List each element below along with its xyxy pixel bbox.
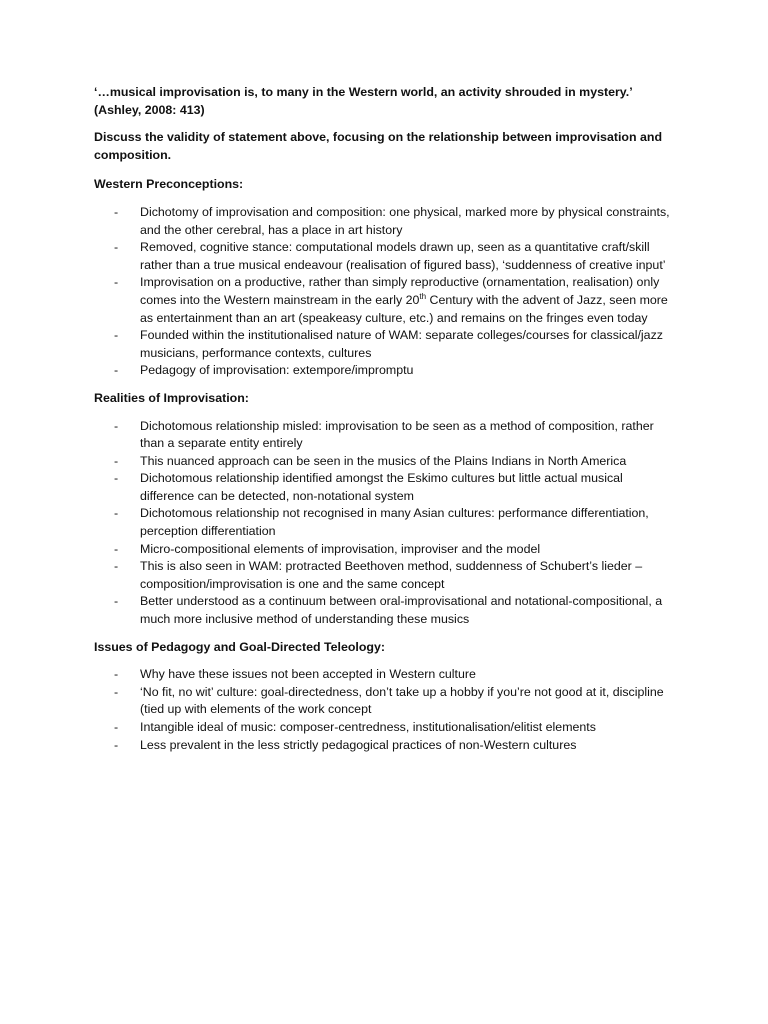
section-heading: Realities of Improvisation:: [94, 390, 249, 405]
bullet-dash: -: [114, 328, 119, 343]
bullet-dash: -: [114, 453, 119, 468]
bullet-dash: -: [114, 418, 119, 433]
list-item: [94, 737, 679, 755]
list-item-text: Improvisation on a productive, rather than simply reproductive (ornamentation, realisation) only comes into the Western mainstream in the early 20: [140, 275, 660, 307]
bullet-dash: -: [114, 471, 119, 486]
list-item: [94, 362, 679, 380]
section-heading: Issues of Pedagogy and Goal-Directed Teleology:: [94, 639, 386, 654]
bullet-dash: -: [114, 559, 119, 574]
bullet-dash: -: [114, 240, 119, 255]
list-item: [94, 274, 679, 327]
list-item-text: Less prevalent in the less strictly pedagogical practices of non-Western cultures: [140, 737, 577, 752]
list-item: [94, 204, 679, 239]
document-page: [94, 84, 679, 764]
bullet-dash: -: [114, 506, 119, 521]
list-item: [94, 666, 679, 684]
quote-citation: (Ashley, 2008: 413): [94, 102, 205, 117]
list-item-text: Removed, cognitive stance: computational models drawn up, seen as a quantitative craft/skill rather than a true musical endeavour (realisation of figured bass), ‘suddenness of creative input’: [140, 240, 666, 272]
list-item-text: Dichotomous relationship not recognised in many Asian cultures: performance differentiation, perception differentiation: [140, 506, 649, 539]
list-item: [94, 541, 679, 559]
list-item-text: Founded within the institutionalised nature of WAM: separate colleges/courses for classical/jazz musicians, performance contexts, cultures: [140, 328, 663, 360]
list-item-text: Pedagogy of improvisation: extempore/impromptu: [140, 363, 414, 378]
bullet-dash: -: [114, 541, 119, 556]
list-item: [94, 505, 679, 540]
bullet-dash: -: [114, 594, 119, 609]
list-item-text: Century with the advent of Jazz, seen more as entertainment than an art (speakeasy culture, etc.) and remains on the fringes even today: [140, 292, 668, 325]
bullet-list: [94, 418, 679, 629]
ordinal-superscript: th: [419, 291, 427, 301]
bullet-dash: -: [114, 684, 119, 699]
bullet-list: [94, 666, 679, 754]
list-item-text: Dichotomy of improvisation and composition: one physical, marked more by physical constraints, and the other cerebral, has a place in art history: [140, 204, 670, 237]
section-heading: Western Preconceptions:: [94, 177, 244, 192]
bullet-list: [94, 204, 679, 380]
essay-prompt: Discuss the validity of statement above, focusing on the relationship between improvisation and composition.: [94, 130, 663, 162]
list-item-text: ‘No fit, no wit’ culture: goal-directedness, don’t take up a hobby if you’re not good at it, discipline (tied up with elements of the work concept: [140, 684, 664, 717]
bullet-dash: -: [114, 667, 119, 682]
quote-text: ‘…musical improvisation is, to many in the Western world, an activity shrouded in mystery.’: [94, 85, 633, 99]
list-item: [94, 239, 679, 274]
list-item: [94, 558, 679, 593]
list-item-text: Intangible ideal of music: composer-centredness, institutionalisation/elitist elements: [140, 720, 596, 734]
list-item-text: Dichotomous relationship misled: improvisation to be seen as a method of composition, rather than a separate entity entirely: [140, 418, 654, 451]
bullet-dash: -: [114, 204, 119, 219]
list-item-text: Why have these issues not been accepted in Western culture: [140, 667, 476, 682]
quote-block: [94, 84, 679, 119]
list-item-text: Dichotomous relationship identified amongst the Eskimo cultures but little actual musical difference can be detected, non-notational system: [140, 471, 623, 503]
bullet-dash: -: [114, 737, 119, 752]
list-item-text: Better understood as a continuum between oral-improvisational and notational-compositional, a much more inclusive method of understanding these musics: [140, 594, 663, 627]
list-item-text: Micro-compositional elements of improvisation, improviser and the model: [140, 541, 541, 556]
bullet-dash: -: [114, 363, 119, 378]
bullet-dash: -: [114, 275, 119, 290]
list-item: [94, 418, 679, 453]
list-item: [94, 327, 679, 362]
list-item: [94, 593, 679, 628]
list-item-text: This is also seen in WAM: protracted Beethoven method, suddenness of Schubert’s lieder – composition/improvisation is one and the same concept: [140, 559, 643, 591]
list-item: [94, 453, 679, 471]
list-item: [94, 719, 679, 737]
list-item: [94, 684, 679, 719]
bullet-dash: -: [114, 720, 119, 734]
sections-container: [94, 176, 679, 754]
list-item: [94, 470, 679, 505]
list-item-text: This nuanced approach can be seen in the musics of the Plains Indians in North America: [140, 453, 627, 468]
